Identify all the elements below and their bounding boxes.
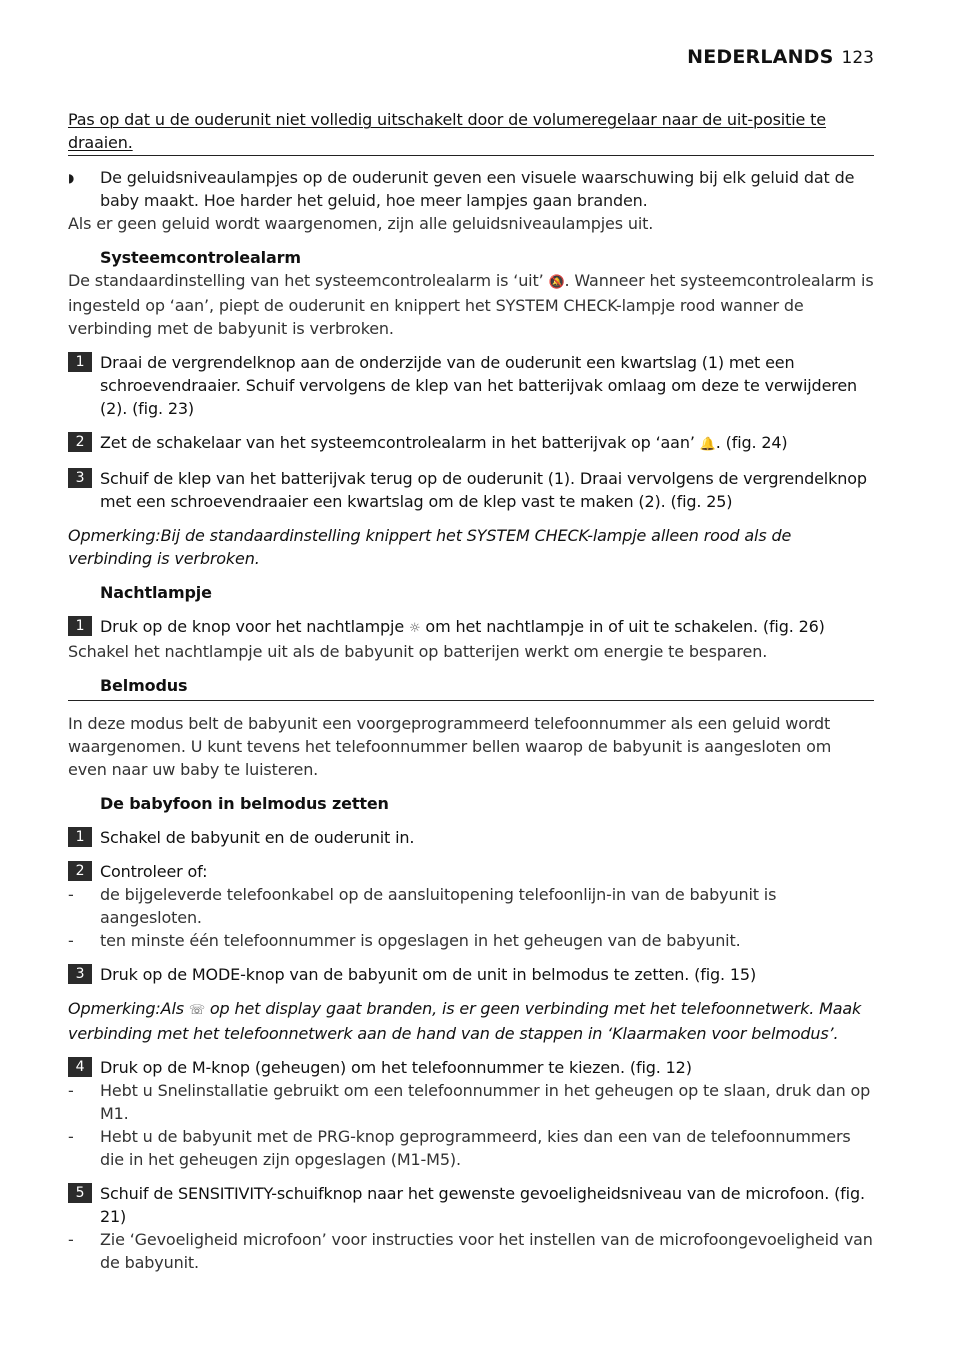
- step-item: [68, 826, 874, 849]
- dash-text: Zie ‘Gevoeligheid microfoon’ voor instructies voor het instellen van de microfoongevoeligheid van de babyunit.: [100, 1230, 873, 1272]
- step-number: 2: [68, 432, 92, 452]
- bullet-item: [68, 166, 874, 212]
- step-text: Druk op de MODE-knop van de babyunit om de unit in belmodus te zetten. (fig. 15): [100, 965, 757, 984]
- dash-text: ten minste één telefoonnummer is opgeslagen in het geheugen van de babyunit.: [100, 931, 741, 950]
- bullet-followup: Als er geen geluid wordt waargenomen, zijn alle geluidsniveaulampjes uit.: [68, 214, 654, 233]
- section-title-nightlight: Nachtlampje: [100, 583, 212, 602]
- note-text: Opmerking:Bij de standaardinstelling knippert het SYSTEM CHECK-lampje alleen rood als de verbinding is verbroken.: [68, 526, 792, 568]
- bullet-icon: ◗: [68, 171, 75, 185]
- dash-text: de bijgeleverde telefoonkabel op de aansluitopening telefoonlijn-in van de babyunit is aangesloten.: [100, 885, 777, 927]
- page-content: [68, 108, 874, 1274]
- step-item: [68, 431, 874, 456]
- step-text: Schuif de klep van het batterijvak terug op de ouderunit (1). Draai vervolgens de vergrendelknop met een schroevendraaier een kwartslag om de klep vast te maken (2). (fig. 25): [100, 469, 867, 511]
- warning-text: Pas op dat u de ouderunit niet volledig uitschakelt door de volumeregelaar naar de uit-positie te draaien.: [68, 108, 874, 156]
- step-text: Draai de vergrendelknop aan de onderzijde van de ouderunit een kwartslag (1) met een schroevendraaier. Schuif vervolgens de klep van het batterijvak omlaag om deze te verwijderen (2). (fig. 23): [100, 353, 858, 418]
- step-text: Schuif de SENSITIVITY-schuifknop naar het gewenste gevoeligheidsniveau van de microfoon. (fig. 21): [100, 1184, 865, 1226]
- step-item: [68, 467, 874, 513]
- step-text: Druk op de knop voor het nachtlampje ☼ om het nachtlampje in of uit te schakelen. (fig. 26): [100, 617, 825, 636]
- nightlight-followup: Schakel het nachtlampje uit als de babyunit op batterijen werkt om energie te besparen.: [68, 642, 768, 661]
- step-text: Controleer of:: [100, 862, 208, 881]
- dash-mark: -: [68, 1081, 74, 1100]
- step-item: [68, 1056, 874, 1079]
- step-number: 1: [68, 616, 92, 636]
- dash-text: Hebt u de babyunit met de PRG-knop geprogrammeerd, kies dan een van de telefoonnummers die in het geheugen zijn opgeslagen (M1-M5).: [100, 1127, 851, 1169]
- step-item: [68, 963, 874, 986]
- step-item: [68, 615, 874, 640]
- step-text: Zet de schakelaar van het systeemcontrolealarm in het batterijvak op ‘aan’ 🔔. (fig. 24): [100, 433, 788, 452]
- dash-mark: -: [68, 885, 74, 904]
- page-number: 123: [841, 48, 874, 68]
- step-number: 3: [68, 964, 92, 984]
- system-check-intro: De standaardinstelling van het systeemcontrolealarm is ‘uit’ 🔕. Wanneer het systeemcontrolealarm is ingesteld op ‘aan’, piept de ouderunit en knippert het SYSTEM CHECK-lampje rood wanner de verbinding met de babyunit is verbroken.: [68, 271, 874, 338]
- step-number: 1: [68, 827, 92, 847]
- section-title-set-call-mode: De babyfoon in belmodus zetten: [100, 794, 389, 813]
- nightlight-icon: ☼: [408, 621, 421, 636]
- dash-mark: -: [68, 1127, 74, 1146]
- no-network-icon: ☏: [188, 1003, 205, 1018]
- step-text: Druk op de M-knop (geheugen) om het telefoonnummer te kiezen. (fig. 12): [100, 1058, 692, 1077]
- dash-item: [68, 883, 874, 929]
- step-number: 1: [68, 352, 92, 372]
- step-text: Schakel de babyunit en de ouderunit in.: [100, 828, 415, 847]
- step-number: 3: [68, 468, 92, 488]
- step-item: [68, 860, 874, 883]
- page-header: [687, 46, 874, 68]
- step-item: [68, 1182, 874, 1228]
- dash-mark: -: [68, 931, 74, 950]
- dash-item: [68, 929, 874, 952]
- step-number: 4: [68, 1057, 92, 1077]
- dash-item: [68, 1079, 874, 1125]
- step-number: 2: [68, 861, 92, 881]
- dash-item: [68, 1125, 874, 1171]
- call-mode-intro: In deze modus belt de babyunit een voorgeprogrammeerd telefoonnummer als een geluid wordt waargenomen. U kunt tevens het telefoonnummer bellen waarop de babyunit is aangesloten om even naar uw baby te luisteren.: [68, 714, 832, 779]
- alarm-off-icon: 🔕: [548, 275, 565, 290]
- language-label: NEDERLANDS: [687, 46, 834, 68]
- section-title-system-check: Systeemcontrolealarm: [100, 248, 301, 267]
- note-text: Opmerking:Als ☏ op het display gaat branden, is er geen verbinding met het telefoonnetwerk. Maak verbinding met het telefoonnetwerk aan de hand van de stappen in ‘Klaarmaken voor belmodus’.: [68, 999, 862, 1043]
- step-number: 5: [68, 1183, 92, 1203]
- dash-item: [68, 1228, 874, 1274]
- section-title-call-mode: Belmodus: [68, 674, 874, 701]
- dash-mark: -: [68, 1230, 74, 1249]
- bullet-text: De geluidsniveaulampjes op de ouderunit geven een visuele waarschuwing bij elk geluid dat de baby maakt. Hoe harder het geluid, hoe meer lampjes gaan branden.: [100, 168, 855, 210]
- alarm-on-icon: 🔔: [699, 437, 716, 452]
- dash-text: Hebt u Snelinstallatie gebruikt om een telefoonnummer in het geheugen op te slaan, druk dan op M1.: [100, 1081, 871, 1123]
- step-item: [68, 351, 874, 420]
